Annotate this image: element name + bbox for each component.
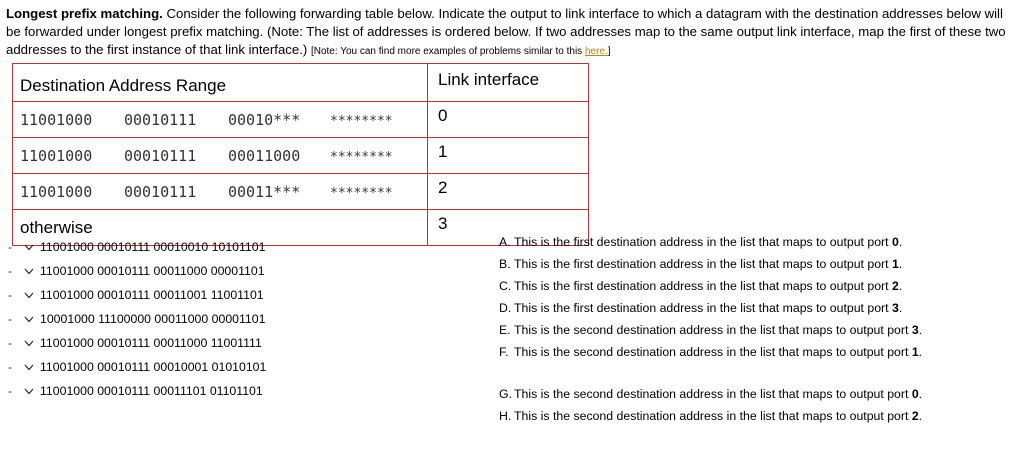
- option-letter: F.: [499, 345, 509, 359]
- option-port: 1: [911, 345, 919, 359]
- option-item: [499, 279, 902, 293]
- table-row: [13, 138, 589, 174]
- destination-address: 11001000 00010111 00011101 01101101: [40, 384, 263, 398]
- option-port: 2: [911, 409, 919, 423]
- option-end: .: [918, 345, 923, 359]
- option-port: 2: [891, 279, 899, 293]
- option-port: 0: [891, 235, 899, 249]
- header-link: Link interface: [428, 64, 589, 102]
- range-cell: [13, 102, 428, 138]
- link-cell: 2: [428, 174, 589, 210]
- instructions: [6, 5, 1016, 61]
- option-text: This is the second destination address in the list that maps to output port: [514, 409, 912, 423]
- answer-select-row: [8, 235, 266, 259]
- destination-address: 11001000 00010111 00010001 01010101: [40, 360, 267, 374]
- table-row: [13, 174, 589, 210]
- header-range: Destination Address Range: [13, 64, 428, 102]
- instructions-title: Longest prefix matching.: [6, 6, 163, 21]
- option-text: This is the second destination address in the list that maps to output port: [514, 323, 912, 337]
- range-byte: 00010***: [228, 110, 301, 129]
- option-letter: D.: [499, 301, 512, 315]
- range-byte: 00010111: [124, 182, 197, 201]
- chevron-down-icon[interactable]: [22, 385, 36, 397]
- chevron-down-icon[interactable]: [22, 313, 36, 325]
- instructions-body: Consider the following forwarding table below. Indicate the output to link interface to which a datagram with the destination addresses below will be forwarded under longest prefix matching. (Note: The list of addresses is ordered below. If two addresses map to the same output link interface, map the first of these two addresses to the first instance of that link interface.): [6, 6, 1006, 57]
- range-byte: ********: [330, 185, 393, 201]
- option-port: 0: [911, 387, 919, 401]
- option-text: This is the first destination address in the list that maps to output port: [514, 301, 892, 315]
- option-end: .: [898, 279, 903, 293]
- chevron-down-icon[interactable]: [22, 241, 36, 253]
- option-text: This is the second destination address in the list that maps to output port: [514, 345, 912, 359]
- answer-select-row: [8, 307, 266, 331]
- range-byte: ********: [330, 149, 393, 165]
- range-byte: 00011000: [228, 146, 301, 165]
- answer-select-row: [8, 283, 266, 307]
- option-end: .: [918, 387, 923, 401]
- range-cell: [13, 174, 428, 210]
- range-cell: [13, 138, 428, 174]
- forwarding-table: [12, 63, 589, 246]
- option-end: .: [918, 409, 923, 423]
- note-prefix: [Note: You can find more examples of problems similar to this: [310, 46, 585, 57]
- chevron-down-icon[interactable]: [22, 265, 36, 277]
- answer-select-row: [8, 259, 266, 283]
- destination-address: 10001000 11100000 00011000 00001101: [40, 312, 266, 326]
- destination-address: 11001000 00010111 00011001 11001101: [40, 288, 264, 302]
- otherwise-label: otherwise: [13, 210, 428, 246]
- range-byte: 00010111: [124, 110, 197, 129]
- option-end: .: [898, 235, 903, 249]
- option-text: This is the first destination address in the list that maps to output port: [514, 257, 892, 271]
- option-port: 1: [891, 257, 899, 271]
- select-value[interactable]: -: [8, 240, 12, 254]
- option-port: 3: [911, 323, 919, 337]
- select-value[interactable]: -: [8, 312, 12, 326]
- option-item: [499, 301, 902, 315]
- select-value[interactable]: -: [8, 288, 12, 302]
- option-item: [499, 235, 902, 249]
- chevron-down-icon[interactable]: [22, 361, 36, 373]
- answer-select-row: [8, 331, 266, 355]
- link-cell: 0: [428, 102, 589, 138]
- chevron-down-icon[interactable]: [22, 289, 36, 301]
- select-value[interactable]: -: [8, 336, 12, 350]
- range-byte: 11001000: [20, 110, 93, 129]
- option-letter: H.: [499, 409, 512, 423]
- destination-address: 11001000 00010111 00011000 11001111: [40, 336, 262, 350]
- table-row: [13, 102, 589, 138]
- option-letter: B.: [499, 257, 511, 271]
- table-header-row: [13, 64, 589, 102]
- option-item: [499, 323, 922, 337]
- destination-address: 11001000 00010111 00011000 00001101: [40, 264, 265, 278]
- range-byte: ********: [330, 113, 393, 129]
- note-suffix: ]: [607, 46, 611, 57]
- option-letter: C.: [499, 279, 512, 293]
- range-byte: 00010111: [124, 146, 197, 165]
- link-cell: 1: [428, 138, 589, 174]
- option-letter: E.: [499, 323, 511, 337]
- select-value[interactable]: -: [8, 264, 12, 278]
- option-item: [499, 409, 922, 423]
- link-cell: 3: [428, 210, 589, 246]
- select-value[interactable]: -: [8, 384, 12, 398]
- range-byte: 00011***: [228, 182, 301, 201]
- option-letter: A.: [499, 235, 511, 249]
- option-end: .: [918, 323, 923, 337]
- answer-select-list: [8, 235, 266, 403]
- option-text: This is the first destination address in the list that maps to output port: [514, 235, 892, 249]
- note-link[interactable]: here.: [584, 46, 608, 57]
- option-item: [499, 345, 922, 359]
- option-end: .: [898, 301, 903, 315]
- option-text: This is the second destination address in the list that maps to output port: [514, 387, 912, 401]
- option-end: .: [898, 257, 903, 271]
- option-port: 3: [891, 301, 899, 315]
- destination-address: 11001000 00010111 00010010 10101101: [40, 240, 266, 254]
- answer-select-row: [8, 379, 266, 403]
- option-text: This is the first destination address in the list that maps to output port: [514, 279, 892, 293]
- option-item: [499, 387, 922, 401]
- range-byte: 11001000: [20, 146, 93, 165]
- chevron-down-icon[interactable]: [22, 337, 36, 349]
- range-byte: 11001000: [20, 182, 93, 201]
- option-letter: G.: [499, 387, 512, 401]
- select-value[interactable]: -: [8, 360, 12, 374]
- option-item: [499, 257, 902, 271]
- answer-select-row: [8, 355, 266, 379]
